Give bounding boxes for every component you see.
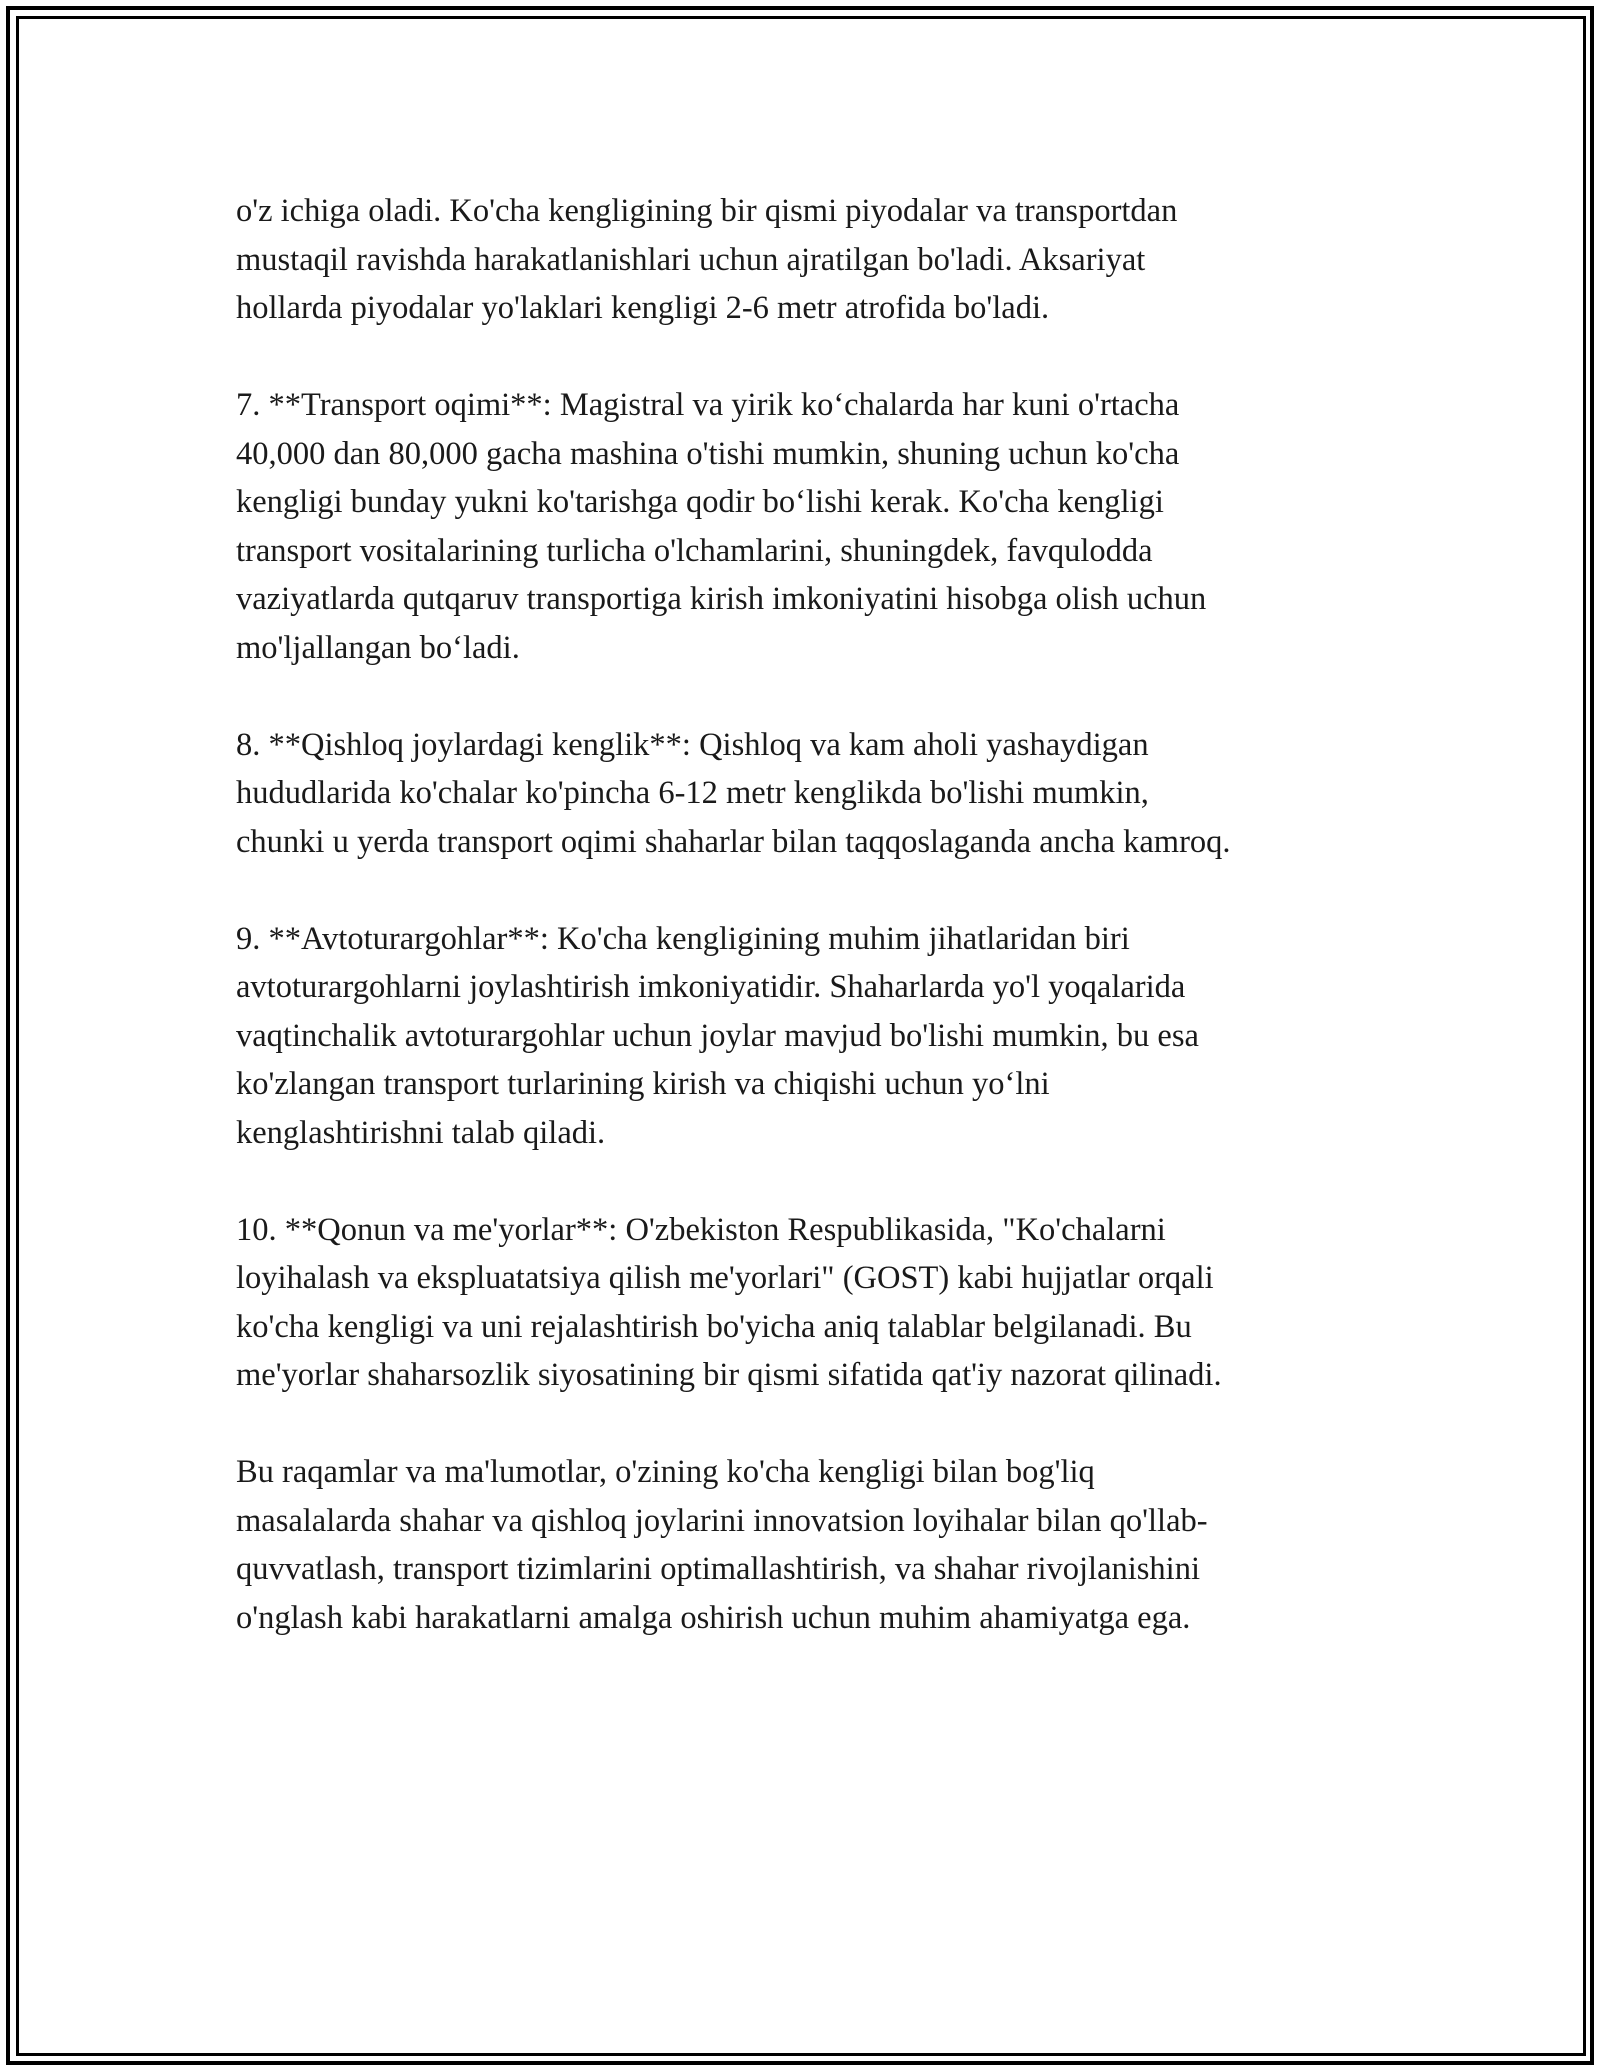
- text-line: transport vositalarining turlicha o'lchamlarini, shuningdek, favqulodda: [236, 532, 1153, 569]
- text-line: vaqtinchalik avtoturargohlar uchun joylar mavjud bo'lishi mumkin, bu esa: [236, 1017, 1199, 1054]
- text-line: 7. **Transport oqimi**: Magistral va yirik ko‘chalarda har kuni o'rtacha: [236, 387, 1180, 423]
- paragraph-intro-continuation: [236, 187, 1386, 333]
- text-line: mustaqil ravishda harakatlanishlari uchun ajratilgan bo'ladi. Aksariyat: [236, 241, 1146, 278]
- text-line: 8. **Qishloq joylardagi kenglik**: Qishloq va kam aholi yashaydigan: [236, 726, 1149, 763]
- text-line: ko'cha kengligi va uni rejalashtirish bo'yicha aniq talablar belgilanadi. Bu: [236, 1308, 1192, 1345]
- paragraph-item-7: [236, 381, 1386, 672]
- text-line: mo'ljallangan bo‘ladi.: [236, 629, 520, 666]
- text-line: o'z ichiga oladi. Ko'cha kengligining bir qismi piyodalar va transportdan: [236, 193, 1178, 229]
- document-body: [236, 187, 1386, 1642]
- text-line: hududlarida ko'chalar ko'pincha 6-12 metr kenglikda bo'lishi mumkin,: [236, 775, 1149, 811]
- text-line: o'nglash kabi harakatlarni amalga oshirish uchun muhim ahamiyatga ega.: [236, 1599, 1191, 1636]
- text-line: kenglashtirishni talab qiladi.: [236, 1114, 606, 1151]
- text-line: quvvatlash, transport tizimlarini optimallashtirish, va shahar rivojlanishini: [236, 1551, 1200, 1587]
- text-line: loyihalash va ekspluatatsiya qilish me'yorlari" (GOST) kabi hujjatlar orqali: [236, 1260, 1214, 1296]
- text-line: chunki u yerda transport oqimi shaharlar bilan taqqoslaganda ancha kamroq.: [236, 823, 1231, 860]
- text-line: ko'zlangan transport turlarining kirish va chiqishi uchun yo‘lni: [236, 1066, 1050, 1102]
- paragraph-item-10: [236, 1206, 1386, 1400]
- paragraph-item-9: [236, 915, 1386, 1158]
- text-line: avtoturargohlarni joylashtirish imkoniyatidir. Shaharlarda yo'l yoqalarida: [236, 969, 1186, 1005]
- text-line: vaziyatlarda qutqaruv transportiga kirish imkoniyatini hisobga olish uchun: [236, 581, 1207, 617]
- text-line: Bu raqamlar va ma'lumotlar, o'zining ko'cha kengligi bilan bog'liq: [236, 1454, 1095, 1490]
- text-line: 40,000 dan 80,000 gacha mashina o'tishi mumkin, shuning uchun ko'cha: [236, 435, 1180, 472]
- text-line: 10. **Qonun va me'yorlar**: O'zbekiston Respublikasida, "Ko'chalarni: [236, 1211, 1166, 1248]
- paragraph-conclusion: [236, 1448, 1386, 1642]
- paragraph-item-8: [236, 721, 1386, 867]
- text-line: hollarda piyodalar yo'laklari kengligi 2-6 metr atrofida bo'ladi.: [236, 290, 1050, 326]
- text-line: 9. **Avtoturargohlar**: Ko'cha kengligining muhim jihatlaridan biri: [236, 920, 1130, 957]
- text-line: kengligi bunday yukni ko'tarishga qodir bo‘lishi kerak. Ko'cha kengligi: [236, 484, 1164, 520]
- text-line: masalalarda shahar va qishloq joylarini innovatsion loyihalar bilan qo'llab-: [236, 1502, 1208, 1539]
- text-line: me'yorlar shaharsozlik siyosatining bir qismi sifatida qat'iy nazorat qilinadi.: [236, 1357, 1222, 1393]
